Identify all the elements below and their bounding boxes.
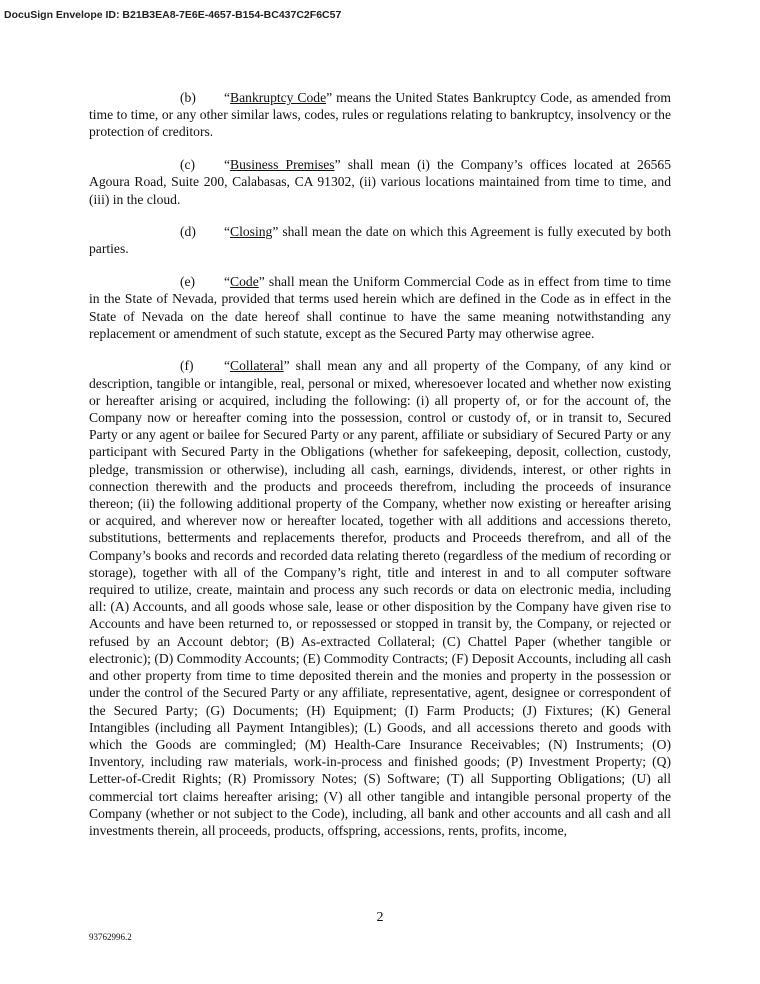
defined-term: Bankruptcy Code: [230, 90, 327, 105]
definition-text: ” means the United States Bankruptcy Code, as amended from time to time, or any other similar laws, codes, rules or regulations relating to bankruptcy, insolvency or the protection of creditors.: [89, 90, 671, 140]
definition-text: ” shall mean the date on which this Agreement is fully executed by both parties.: [89, 224, 671, 257]
defined-term: Code: [230, 274, 259, 290]
definition-text: ” shall mean the Uniform Commercial Code as in effect from time to time in the State of Nevada, provided that terms used herein which are defined in the Code as in effect in the State of Nevada on the date hereof shall continue to have the same meaning notwithstanding any replacement or amendment of such statute, except as the Secured Party may otherwise agree.: [89, 274, 671, 341]
defined-term: Collateral: [230, 358, 284, 374]
definition-paragraph: (c) “Business Premises” shall mean (i) the Company’s offices located at 26565 Agoura Road, Suite 200, Calabasas, CA 91302, (ii) various locations maintained from time to time, and (iii) in the cloud.: [89, 157, 671, 207]
definition-label: (b): [180, 90, 196, 105]
definition-label: (c): [180, 157, 196, 173]
definition-paragraph: (d) “Closing” shall mean the date on which this Agreement is fully executed by both parties.: [89, 224, 671, 257]
document-body: [89, 89, 671, 855]
document-id-footer: 93762996.2: [89, 932, 132, 942]
page-number: 2: [376, 910, 384, 925]
definition-text: ” shall mean any and all property of the Company, of any kind or description, tangible or intangible, real, personal or mixed, wheresoever located and whether now existing or hereafter arising or acquired, including the following: (i) all property of, or for the account of, the Company now or hereafter coming into the possession, control or custody of, or in transit to, Secured Party or any agent or bailee for Secured Party or any parent, affiliate or subsidiary of Secured Party or any participant with Secured Party in the Obligations (whether for safekeeping, deposit, collection, custody, pledge, transmission or otherwise), including all cash, earnings, dividends, interest, or other rights in connection therewith and the products and proceeds therefrom, including the proceeds of insurance thereon; (ii) the following additional property of the Company, whether now existing or hereafter arising or acquired, and wherever now or hereafter located, together with all additions and accessions thereto, substitutions, betterments and replacements therefor, products and Proceeds therefrom, and all of the Company’s books and records and recorded data relating thereto (regardless of the medium of recording or storage), together with all of the Company’s right, title and interest in and to all computer software required to utilize, create, maintain and process any such records or data on electronic media, including all: (A) Accounts, and all goods whose sale, lease or other disposition by the Company have given rise to Accounts and have been returned to, or repossessed or stopped in transit by, the Company, or rejected or refused by an Account debtor; (B) As-extracted Collateral; (C) Chattel Paper (whether tangible or electronic); (D) Commodity Accounts; (E) Commodity Contracts; (F) Deposit Accounts, including all cash and other property from time to time deposited therein and the monies and property in the possession or under the control of the Secured Party or any affiliate, representative, agent, designee or correspondent of the Secured Party; (G) Documents; (H) Equipment; (I) Farm Products; (J) Fixtures; (K) General Intangibles (including all Payment Intangibles); (L) Goods, and all accessions thereto and goods with which the Goods are commingled; (M) Health-Care Insurance Receivables; (N) Instruments; (O) Inventory, including raw materials, work-in-process and finished goods; (P) Investment Property; (Q) Letter-of-Credit Rights; (R) Promissory Notes; (S) Software; (T) all Supporting Obligations; (U) all commercial tort claims hereafter arising; (V) all other tangible and intangible personal property of the Company (whether or not subject to the Code), including, all bank and other accounts and all cash and all investments therein, all proceeds, products, offspring, accessions, rents, profits, income,: [89, 358, 671, 838]
definition-label: (e): [180, 274, 196, 290]
defined-term: Business Premises: [230, 157, 335, 173]
definition-label: (f): [180, 358, 194, 374]
definition-label: (d): [180, 224, 196, 240]
envelope-id-header: DocuSign Envelope ID: B21B3EA8-7E6E-4657-B154-BC437C2F6C57: [4, 9, 342, 21]
definition-text: ” shall mean (i) the Company’s offices located at 26565 Agoura Road, Suite 200, Calabasas, CA 91302, (ii) various locations maintained from time to time, and (iii) in the cloud.: [89, 157, 671, 207]
defined-term: Closing: [230, 224, 273, 240]
definition-paragraph: (f) “Collateral” shall mean any and all property of the Company, of any kind or description, tangible or intangible, real, personal or mixed, wheresoever located and whether now existing or hereafter arising or acquired, including the following: (i) all property of, or for the account of, the Company now or hereafter coming into the possession, control or custody of, or in transit to, Secured Party or any agent or bailee for Secured Party or any parent, affiliate or subsidiary of Secured Party or any participant with Secured Party in the Obligations (whether for safekeeping, deposit, collection, custody, pledge, transmission or otherwise), including all cash, earnings, dividends, interest, or other rights in connection therewith and the products and proceeds therefrom, including the proceeds of insurance thereon; (ii) the following additional property of the Company, whether now existing or hereafter arising or acquired, and wherever now or hereafter located, together with all additions and accessions thereto, substitutions, betterments and replacements therefor, products and Proceeds therefrom, and all of the Company’s books and records and recorded data relating thereto (regardless of the medium of recording or storage), together with all of the Company’s right, title and interest in and to all computer software required to utilize, create, maintain and process any such records or data on electronic media, including all: (A) Accounts, and all goods whose sale, lease or other disposition by the Company have given rise to Accounts and have been returned to, or repossessed or stopped in transit by, the Company, or rejected or refused by an Account debtor; (B) As-extracted Collateral; (C) Chattel Paper (whether tangible or electronic); (D) Commodity Accounts; (E) Commodity Contracts; (F) Deposit Accounts, including all cash and other property from time to time deposited therein and the monies and property in the possession or under the control of the Secured Party or any affiliate, representative, agent, designee or correspondent of the Secured Party; (G) Documents; (H) Equipment; (I) Farm Products; (J) Fixtures; (K) General Intangibles (including all Payment Intangibles); (L) Goods, and all accessions thereto and goods with which the Goods are commingled; (M) Health-Care Insurance Receivables; (N) Instruments; (O) Inventory, including raw materials, work-in-process and finished goods; (P) Investment Property; (Q) Letter-of-Credit Rights; (R) Promissory Notes; (S) Software; (T) all Supporting Obligations; (U) all commercial tort claims hereafter arising; (V) all other tangible and intangible personal property of the Company (whether or not subject to the Code), including, all bank and other accounts and all cash and all investments therein, all proceeds, products, offspring, accessions, rents, profits, income,: [89, 358, 671, 838]
definition-paragraph: (b) “Bankruptcy Code” means the United States Bankruptcy Code, as amended from time to time, or any other similar laws, codes, rules or regulations relating to bankruptcy, insolvency or the protection of creditors.: [89, 90, 671, 140]
definition-paragraph: (e) “Code” shall mean the Uniform Commercial Code as in effect from time to time in the State of Nevada, provided that terms used herein which are defined in the Code as in effect in the State of Nevada on the date hereof shall continue to have the same meaning notwithstanding any replacement or amendment of such statute, except as the Secured Party may otherwise agree.: [89, 274, 671, 341]
